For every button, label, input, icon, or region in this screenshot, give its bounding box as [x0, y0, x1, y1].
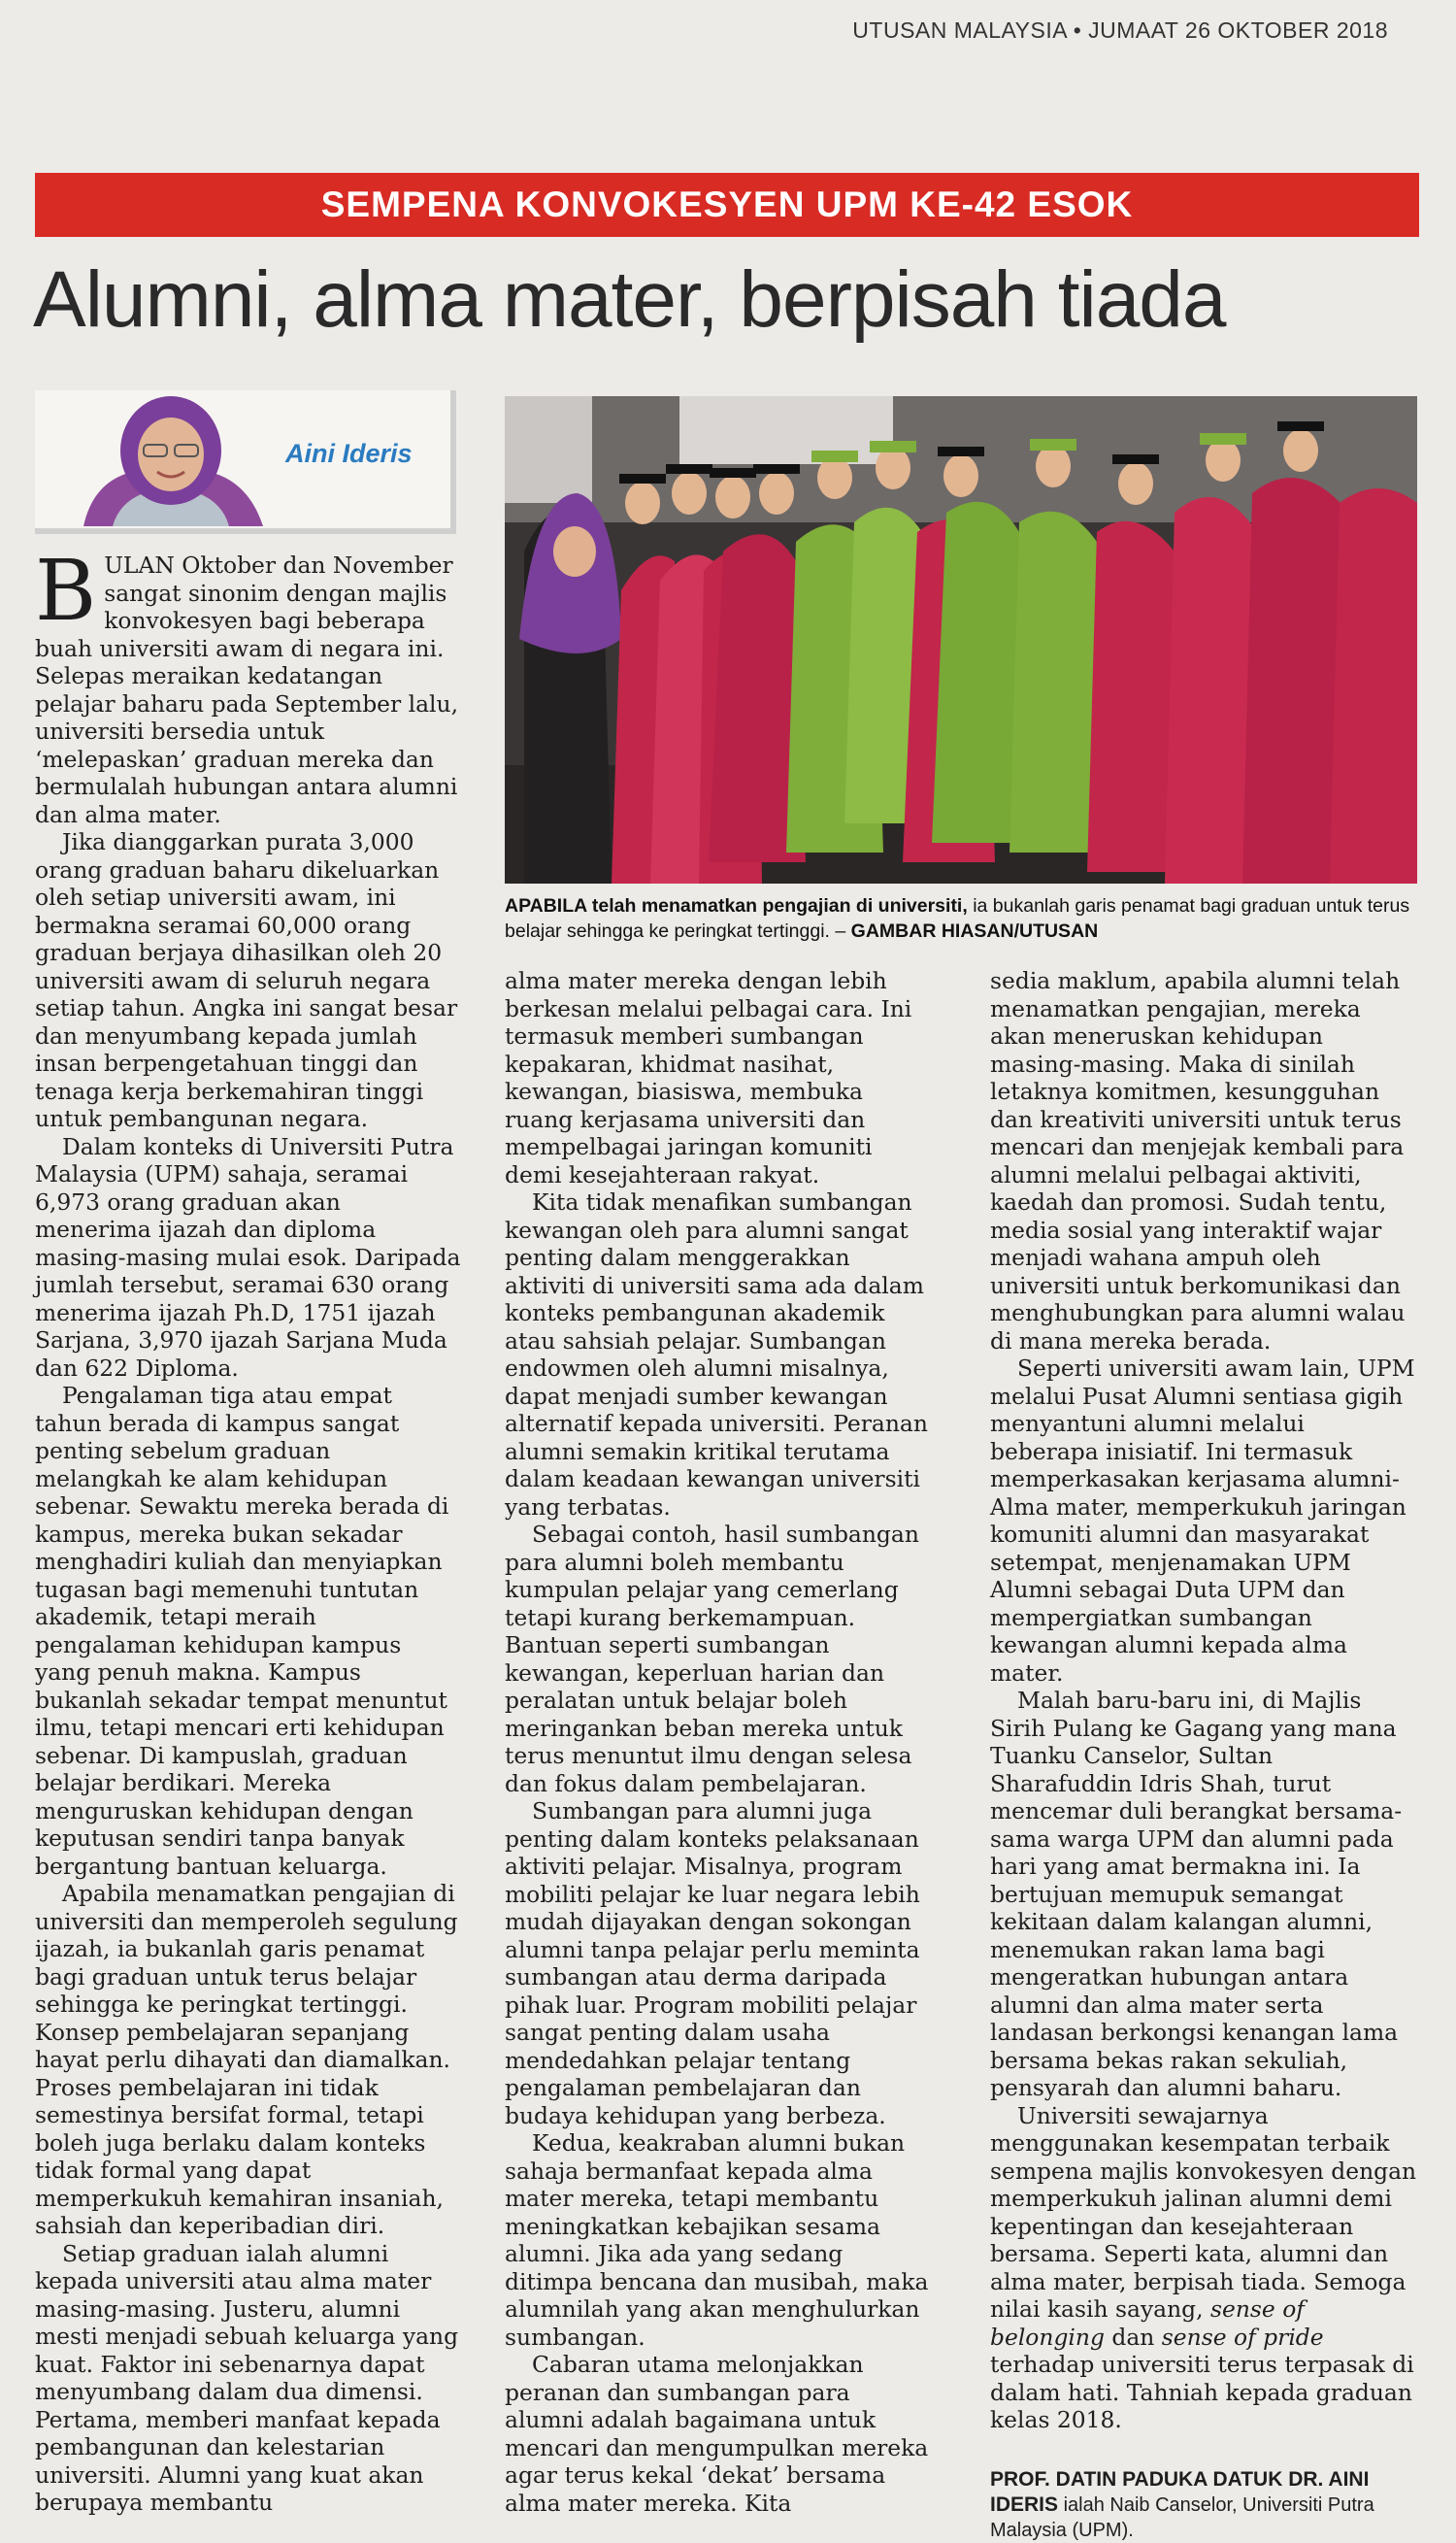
paragraph: Setiap graduan ialah alumni kepada universiti atau alma mater masing-masing. Justeru, alumni mesti menjadi sebuah keluarga yang kuat. Faktor ini sebenarnya dapat menyumbang dalam dua dimensi. Pertama, memberi manfaat kepada pembangunan dan kelestarian universiti. Alumni yang kuat akan berupaya membantu [35, 2239, 459, 2516]
paragraph: Kedua, keakraban alumni bukan sahaja bermanfaat kepada alma mater mereka, tetapi membantu meningkatkan kebajikan sesama alumni. Jika ada yang sedang ditimpa bencana dan musibah, maka alumnilah yang akan menghulurkan sumbangan. [505, 2129, 929, 2351]
paragraph: alma mater mereka dengan lebih berkesan melalui pelbagai cara. Ini termasuk memberi sumbangan kepakaran, khidmat nasihat, kewangan, biasiswa, membuka ruang kerjasama universiti dan mempelbagai jaringan komuniti demi kesejahteraan rakyat. [505, 967, 912, 1188]
author-portrait [54, 394, 287, 526]
caption-text: ia bukanlah garis penamat bagi graduan untuk terus belajar sehingga ke peringkat tertinggi. – [505, 895, 1410, 942]
paragraph: Sumbangan para alumni juga penting dalam konteks pelaksanaan aktiviti pelajar. Misalnya, program mobiliti pelajar ke luar negara lebih mudah dijayakan dengan sokongan alumni tanpa pelajar perlu meminta sumbangan atau derma daripada pihak luar. Program mobiliti pelajar sangat penting dalam usaha mendedahkan pelajar tentang pengalaman pembelajaran dan budaya kehidupan yang berbeza. [505, 1797, 920, 2129]
caption-credit: GAMBAR HIASAN/UTUSAN [850, 920, 1099, 942]
byline-role: ialah Naib Canselor, Universiti Putra Malaysia (UPM). [990, 2493, 1374, 2541]
paragraph: Jika dianggarkan purata 3,000 orang graduan baharu dikeluarkan oleh setiap universiti awam, ini bermakna seramai 60,000 orang graduan berjaya dihasilkan oleh 20 universiti awam di seluruh negara setiap tahun. Angka ini sangat besar dan menyumbang kepada jumlah insan berpengetahuan tinggi dan tenaga kerja berkemahiran tinggi untuk pembangunan negara. [35, 828, 458, 1132]
convocation-photo [505, 396, 1417, 884]
caption-lead: APABILA telah menamatkan pengajian di universiti, [505, 895, 968, 917]
paragraph: sedia maklum, apabila alumni telah menamatkan pengajian, mereka akan meneruskan kehidupan masing-masing. Maka di sinilah letaknya komitmen, kesungguhan dan kreativiti universiti untuk terus mencari dan menjejak kembali para alumni melalui pelbagai aktiviti, kaedah dan promosi. Sudah tentu, media sosial yang interaktif wajar menjadi wahana ampuh oleh universiti untuk berkomunikasi dan menghubungkan para alumni walau di mana mereka berada. [990, 967, 1406, 1355]
author-box [35, 390, 456, 534]
headline: Alumni, alma mater, berpisah tiada [33, 255, 1226, 344]
paragraph: Seperti universiti awam lain, UPM melalui Pusat Alumni sentiasa gigih menyantuni alumni melalui beberapa inisiatif. Ini termasuk memperkasakan kerjasama alumni-Alma mater, memperkukuh jaringan komuniti alumni dan masyarakat setempat, menjenamakan UPM Alumni sebagai Duta UPM dan mempergiatkan sumbangan kewangan alumni kepada alma mater. [990, 1355, 1415, 1687]
paragraph: Dalam konteks di Universiti Putra Malaysia (UPM) sahaja, seramai 6,973 orang graduan akan menerima ijazah dan diploma masing-masing mulai esok. Daripada jumlah tersebut, seramai 630 orang menerima ijazah Ph.D, 1751 ijazah Sarjana, 3,970 ijazah Sarjana Muda dan 622 Diploma. [35, 1132, 461, 1382]
italic-term: sense of belonging [990, 2295, 1305, 2351]
author-byline [990, 2467, 1417, 2543]
section-banner [35, 173, 1419, 237]
paragraph: Cabaran utama melonjakkan peranan dan sumbangan para alumni adalah bagaimana untuk mencari dan mengumpulkan mereka agar terus kekal ‘dekat’ bersama alma mater mereka. Kita [505, 2351, 929, 2517]
paragraph: Sebagai contoh, hasil sumbangan para alumni boleh membantu kumpulan pelajar yang cemerlang tetapi kurang berkemampuan. Bantuan seperti sumbangan kewangan, keperluan harian dan peralatan untuk belajar boleh meringankan beban mereka untuk terus menuntut ilmu dengan selesa dan fokus dalam pembelajaran. [505, 1521, 919, 1797]
paragraph: Pengalaman tiga atau empat tahun berada di kampus sangat penting sebelum graduan melangkah ke alam kehidupan sebenar. Sewaktu mereka berada di kampus, mereka bukan sekadar menghadiri kuliah dan menyiapkan tugasan bagi memenuhi tuntutan akademik, tetapi meraih pengalaman kehidupan kampus yang penuh makna. Kampus bukanlah sekadar tempat menuntut ilmu, tetapi mencari erti kehidupan sebenar. Di kampuslah, graduan belajar berdikari. Mereka menguruskan kehidupan dengan keputusan sendiri tanpa banyak bergantung bantuan keluarga. [35, 1382, 449, 1880]
lead-paragraph [35, 543, 462, 828]
closing-text: dan [1104, 2323, 1162, 2351]
paragraph: Kita tidak menafikan sumbangan kewangan oleh para alumni sangat penting dalam menggerakkan aktiviti di universiti sama ada dalam konteks pembangunan akademik atau sahsiah pelajar. Sumbangan endowmen oleh alumni misalnya, dapat menjadi sumber kewangan alternatif kepada universiti. Peranan alumni semakin kritikal terutama dalam keadaan kewangan universiti yang terbatas. [505, 1188, 928, 1521]
lead-text: ULAN Oktober dan November sangat sinonim dengan majlis konvokesyen bagi beberapa buah universiti awam di negara ini. Selepas meraikan kedatangan pelajar baharu pada September lalu, universiti bersedia untuk ‘melepaskan’ graduan mereka dan bermulalah hubungan antara alumni dan alma mater. [35, 552, 459, 828]
masthead: UTUSAN MALAYSIA • JUMAAT 26 OKTOBER 2018 [852, 17, 1388, 43]
closing-paragraph [990, 2102, 1417, 2434]
article-column-1 [35, 543, 462, 2517]
byline-name: PROF. DATIN PADUKA DATUK DR. AINI IDERIS [990, 2467, 1370, 2516]
article-column-2 [505, 967, 934, 2517]
paragraph: Apabila menamatkan pengajian di universiti dan memperoleh segulung ijazah, ia bukanlah garis penamat bagi graduan untuk terus belajar sehingga ke peringkat tertinggi. Konsep pembelajaran sepanjang hayat perlu dihayati dan diamalkan. Proses pembelajaran ini tidak semestinya bersifat formal, tetapi boleh juga berlaku dalam konteks tidak formal yang dapat memperkukuh kemahiran insaniah, sahsiah dan keperibadian diri. [35, 1880, 458, 2239]
paragraph: Malah baru-baru ini, di Majlis Sirih Pulang ke Gagang yang mana Tuanku Canselor, Sultan Sharafuddin Idris Shah, turut mencemar duli berangkat bersama-sama warga UPM dan alumni pada hari yang amat bermakna ini. Ia bertujuan memupuk semangat kekitaan dalam kalangan alumni, menemukan rakan lama bagi mengeratkan hubungan antara alumni dan alma mater serta landasan berkongsi kenangan lama bersama bekas rakan sekuliah, pensyarah dan alumni baharu. [990, 1687, 1403, 2101]
article-column-3 [990, 967, 1417, 2543]
banner-text: SEMPENA KONVOKESYEN UPM KE-42 ESOK [320, 184, 1134, 224]
photo-caption [505, 893, 1417, 944]
italic-term: sense of pride [1161, 2323, 1324, 2351]
author-name: Aini Ideris [285, 439, 413, 468]
closing-text: Universiti sewajarnya menggunakan kesempatan terbaik sempena majlis konvokesyen dengan memperkukuh jalinan alumni demi kepentingan dan kesejahteraan bersama. Seperti kata, alumni dan alma mater, berpisah tiada. Semoga nilai kasih sayang, [990, 2101, 1417, 2323]
drop-cap: B [35, 543, 97, 640]
closing-text: terhadap universiti terus terpasak di dalam hati. Tahniah kepada graduan kelas 2018. [990, 2351, 1414, 2433]
